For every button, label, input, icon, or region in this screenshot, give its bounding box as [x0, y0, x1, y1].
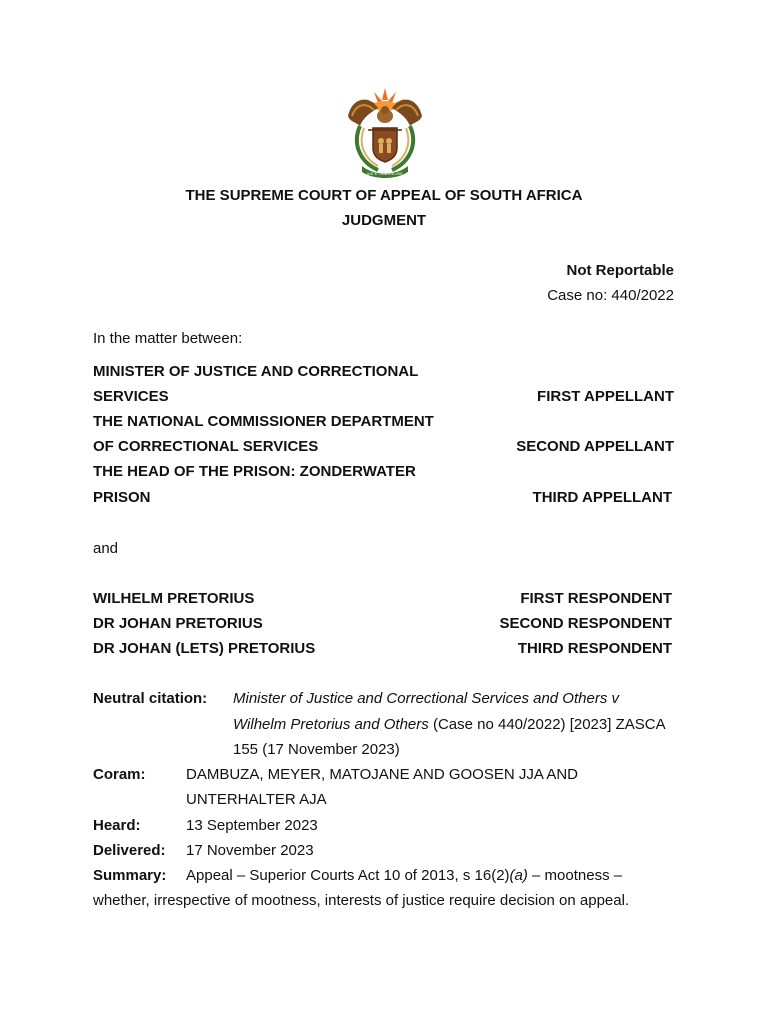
appellant-1-name-line1: MINISTER OF JUSTICE AND CORRECTIONAL	[93, 363, 419, 380]
appellant-3-role: THIRD APPELLANT	[532, 489, 672, 506]
respondent-1-name: WILHELM PRETORIUS	[93, 590, 255, 607]
appellant-1-name-line2: SERVICES	[93, 388, 169, 405]
neutral-citation-line1	[233, 690, 674, 707]
coat-of-arms-icon	[342, 86, 428, 178]
summary-label: Summary:	[93, 867, 167, 884]
and-separator: and	[93, 540, 119, 557]
court-heading: THE SUPREME COURT OF APPEAL OF SOUTH AFRICA	[185, 187, 583, 204]
appellant-2-name-line2: OF CORRECTIONAL SERVICES	[93, 438, 319, 455]
heard-label: Heard:	[93, 817, 141, 834]
neutral-citation-ref: (Case no 440/2022) [2023] ZASCA	[428, 716, 666, 733]
summary-line2: whether, irrespective of mootness, interests of justice require decision on appeal.	[93, 892, 630, 909]
delivered-label: Delivered:	[93, 842, 166, 859]
respondent-2-role: SECOND RESPONDENT	[499, 615, 672, 632]
respondent-2-name: DR JOHAN PRETORIUS	[93, 615, 263, 632]
appellant-3-name-line1: THE HEAD OF THE PRISON: ZONDERWATER	[93, 463, 416, 480]
appellant-3-name-line2: PRISON	[93, 489, 151, 506]
svg-text:!KE E: /XARRA //KE: !KE E: /XARRA //KE	[367, 171, 403, 176]
summary-text-2: – mootness –	[527, 867, 623, 884]
heard-date: 13 September 2023	[186, 817, 318, 834]
summary-text-italic: (a)	[509, 867, 528, 884]
coram-line2: UNTERHALTER AJA	[186, 791, 327, 808]
respondent-1-role: FIRST RESPONDENT	[520, 590, 672, 607]
summary-line1	[186, 867, 622, 884]
appellant-2-role: SECOND APPELLANT	[516, 438, 674, 455]
reportable-status: Not Reportable	[566, 262, 674, 279]
matter-intro: In the matter between:	[93, 330, 243, 347]
case-number: Case no: 440/2022	[547, 287, 674, 304]
appellant-2-name-line1: THE NATIONAL COMMISSIONER DEPARTMENT	[93, 413, 434, 430]
respondent-3-name: DR JOHAN (LETS) PRETORIUS	[93, 640, 316, 657]
neutral-citation-text-1: Minister of Justice and Correctional Services and Others v	[233, 690, 619, 707]
summary-text-1: Appeal – Superior Courts Act 10 of 2013, s 16(2)	[186, 867, 510, 884]
neutral-citation-label: Neutral citation:	[93, 690, 208, 707]
judgment-heading: JUDGMENT	[341, 212, 427, 229]
neutral-citation-line2	[233, 716, 666, 733]
neutral-citation-line3: 155 (17 November 2023)	[233, 741, 400, 758]
neutral-citation-case-name: Wilhelm Pretorius and Others	[233, 716, 429, 733]
coram-label: Coram:	[93, 766, 146, 783]
respondent-3-role: THIRD RESPONDENT	[517, 640, 672, 657]
coram-line1: DAMBUZA, MEYER, MATOJANE AND GOOSEN JJA AND	[186, 766, 579, 783]
appellant-1-role: FIRST APPELLANT	[537, 388, 674, 405]
delivered-date: 17 November 2023	[186, 842, 314, 859]
